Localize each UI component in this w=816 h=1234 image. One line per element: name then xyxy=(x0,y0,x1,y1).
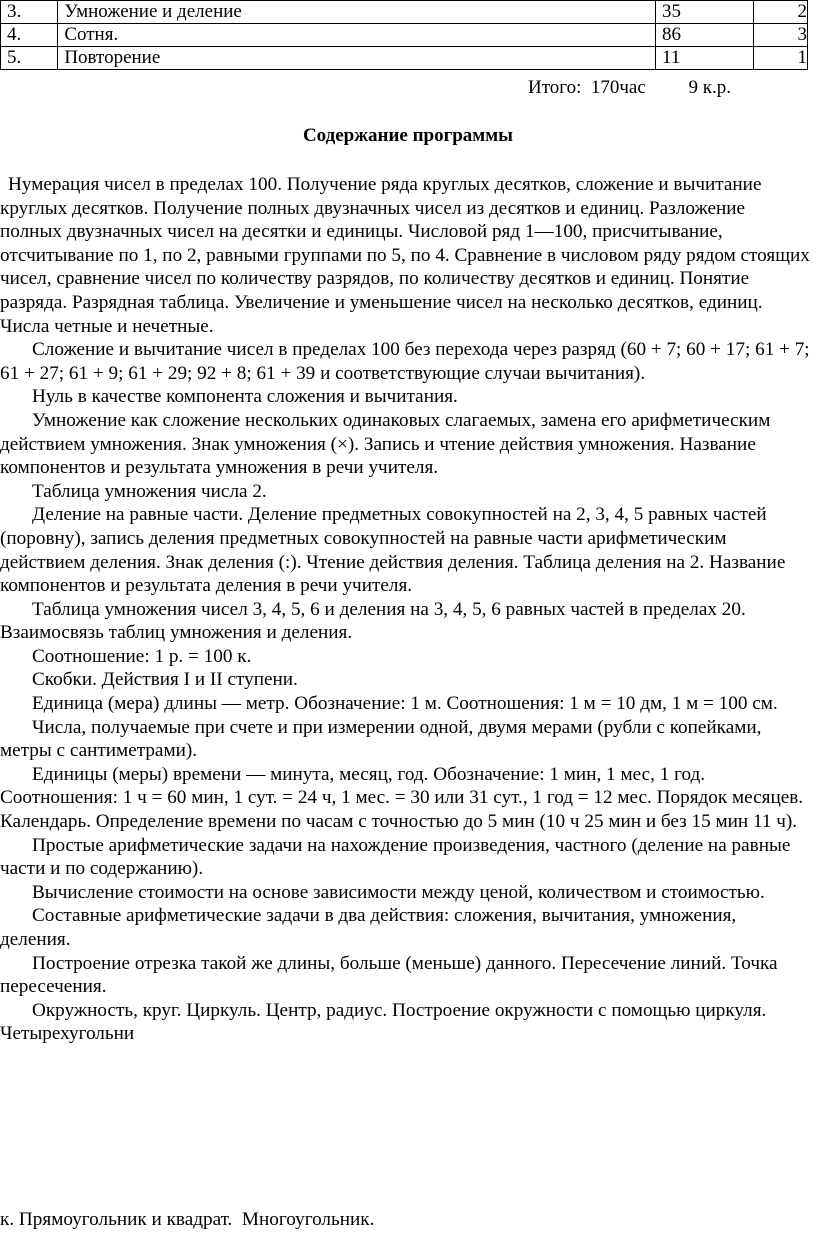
row-tests: 1 xyxy=(753,47,807,70)
paragraph: Нумерация чисел в пределах 100. Получение ряда круглых десятков, сложение и вычитание круглых десятков. Получение полных двузначных чисел из десятков и единиц. Разложение полных двузначных чисел на десятки и единицы. Числовой ряд 1—100, присчитывание, отсчитывание по 1, по 2, равными группами по 5, по 4. Сравнение в числовом ряду рядом стоящих чисел, сравнение чисел по количеству разрядов, по количеству десятков и единиц. Понятие разряда. Разрядная таблица. Увеличение и уменьшение чисел на несколько десятков, единиц. Числа четные и нечетные. xyxy=(0,174,810,337)
paragraph: Окружность, круг. Циркуль. Центр, радиус. Построение окружности с помощью циркуля. Четырехугольни xyxy=(0,999,767,1045)
row-hours: 86 xyxy=(656,24,754,47)
paragraph: Деление на равные части. Деление предметных совокупностей на 2, 3, 4, 5 равных частей (поровну), запись деления предметных совокупностей на равные части арифметическим действием деления. Знак деления (:). Чтение действия деления. Таблица деления на 2. Название компонентов и результата деления в речи учителя. xyxy=(0,504,786,597)
paragraph: Скобки. Действия I и II ступени. xyxy=(32,669,298,691)
total-tests: 9 к.р. xyxy=(688,77,732,98)
paragraph: Таблица умножения числа 2. xyxy=(32,480,267,502)
tail-text: к. Прямоугольник и квадрат. Многоугольник. xyxy=(0,1209,375,1230)
paragraph: Соотношение: 1 р. = 100 к. xyxy=(32,645,252,667)
paragraph: Числа, получаемые при счете и при измерении одной, двумя мерами (рубли с копейками, метры с сантиметрами). xyxy=(0,716,762,762)
row-number: 3. xyxy=(1,1,58,24)
row-hours: 35 xyxy=(656,1,754,24)
paragraph: Единица (мера) длины — метр. Обозначение: 1 м. Соотношения: 1 м = 10 дм, 1 м = 100 см. xyxy=(32,693,778,715)
paragraph: Простые арифметические задачи на нахождение произведения, частного (деление на равные части и по содержанию). xyxy=(0,834,791,880)
program-content xyxy=(0,173,810,1046)
table-row xyxy=(1,24,808,47)
plan-table xyxy=(0,0,808,70)
row-tests: 3 xyxy=(753,24,807,47)
paragraph: Составные арифметические задачи в два действия: сложения, вычитания, умножения, деления. xyxy=(0,905,737,950)
row-topic: Повторение xyxy=(58,47,656,70)
paragraph: Сложение и вычитание чисел в пределах 100 без перехода через разряд (60 + 7; 60 + 17; 61 + 7; 61 + 27; 61 + 9; 61 + 29; 92 + 8; 61 + 39 и соответствующие случаи вычитания). xyxy=(0,339,810,384)
total-line xyxy=(528,76,731,100)
total-label: Итого: xyxy=(528,77,582,98)
row-number: 5. xyxy=(1,47,58,70)
paragraph: Нуль в качестве компонента сложения и вычитания. xyxy=(32,386,458,408)
table-row xyxy=(1,1,808,24)
paragraph: Вычисление стоимости на основе зависимости между ценой, количеством и стоимостью. xyxy=(32,881,765,903)
paragraph: Умножение как сложение нескольких одинаковых слагаемых, замена его арифметическим действием умножения. Знак умножения (×). Запись и чтение действия умножения. Название компонентов и результата умножения в речи учителя. xyxy=(0,409,771,479)
table-row xyxy=(1,47,808,70)
row-topic: Сотня. xyxy=(58,24,656,47)
paragraph: Единицы (меры) времени — минута, месяц, год. Обозначение: 1 мин, 1 мес, 1 год. Соотношения: 1 ч = 60 мин, 1 сут. = 24 ч, 1 мес. = 30 или 31 сут., 1 год = 12 мес. Порядок месяцев. Календарь. Определение времени по часам с точностью до 5 мин (10 ч 25 мин и без 15 мин 11 ч). xyxy=(0,763,804,833)
row-tests: 2 xyxy=(753,1,807,24)
paragraph: Таблица умножения чисел 3, 4, 5, 6 и деления на 3, 4, 5, 6 равных частей в пределах 20. Взаимосвязь таблиц умножения и деления. xyxy=(0,598,746,644)
total-hours: 170час xyxy=(590,77,646,98)
row-topic: Умножение и деление xyxy=(58,1,656,24)
section-title: Содержание программы xyxy=(302,125,514,146)
paragraph: Построение отрезка такой же длины, больше (меньше) данного. Пересечение линий. Точка пересечения. xyxy=(0,952,778,998)
row-hours: 11 xyxy=(656,47,754,70)
row-number: 4. xyxy=(1,24,58,47)
